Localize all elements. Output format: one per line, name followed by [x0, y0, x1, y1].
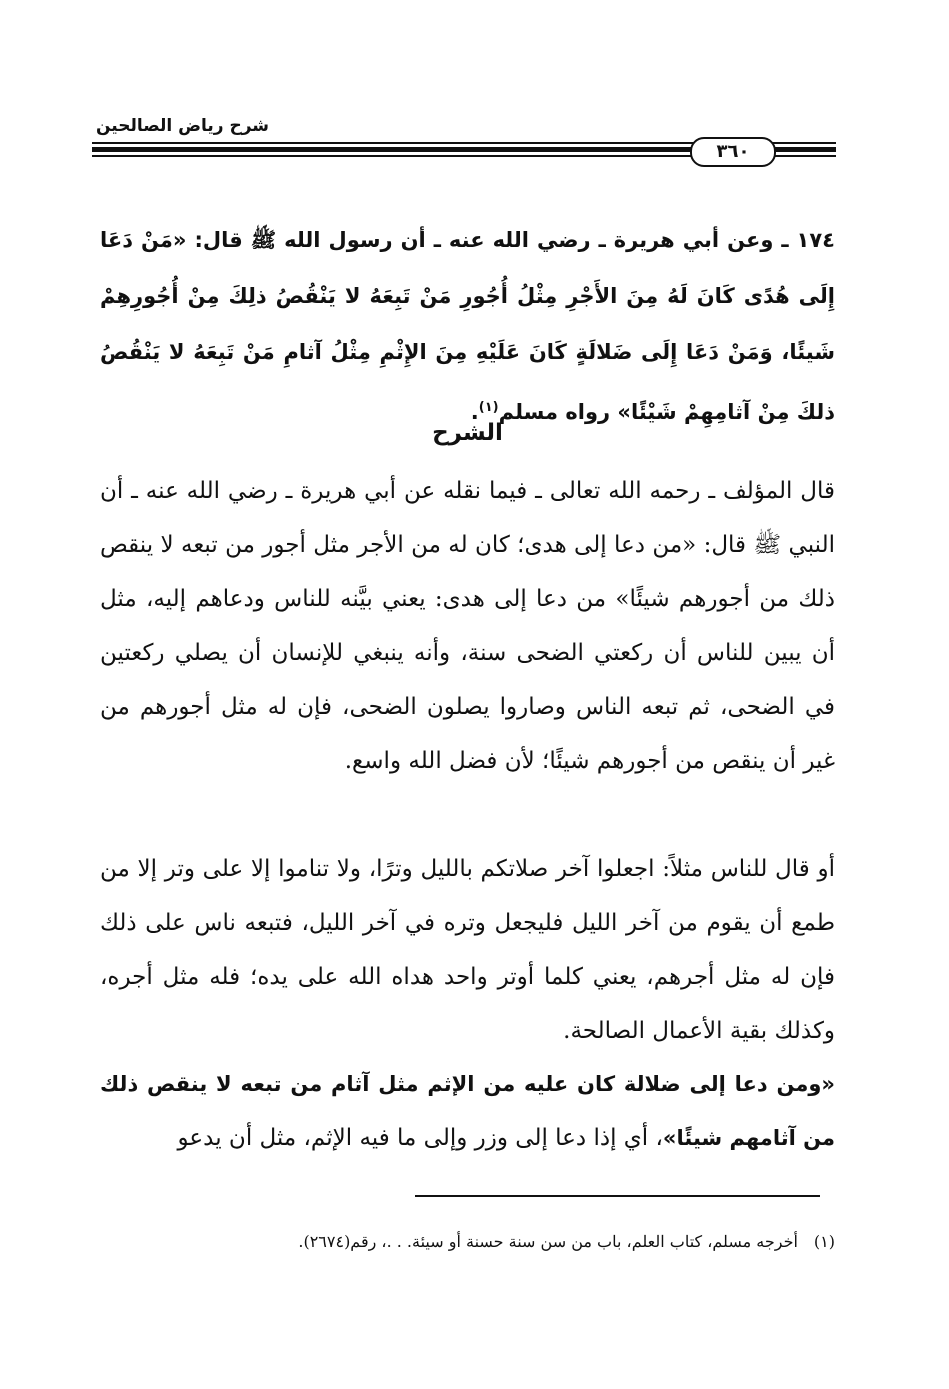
header-rule: [92, 138, 836, 168]
footnote-divider: [415, 1195, 820, 1197]
paragraph-3: [100, 1057, 835, 1165]
paragraph-3-rest: ، أي إذا دعا إلى وزر وإلى ما فيه الإثم، مثل أن يدعو: [177, 1125, 663, 1151]
section-heading: الشرح: [432, 420, 503, 446]
footnote-ref: (١): [478, 400, 499, 415]
paragraph-1: قال المؤلف ـ رحمه الله تعالى ـ فيما نقله عن أبي هريرة ـ رضي الله عنه ـ أن النبي ﷺ قال: «من دعا إلى هدى؛ كان له من الأجر مثل أجور من تبعه لا ينقص ذلك من أجورهم شيئًا» من دعا إلى هدى: يعني بيَّنه للناس ودعاهم إليه، مثل أن يبين للناس أن ركعتي الضحى سنة، وأنه ينبغي للإنسان أن يصلي ركعتين في الضحى، ثم تبعه الناس وصاروا يصلون الضحى، فإن له مثل أجورهم من غير أن ينقص من أجورهم شيئًا؛ لأن فضل الله واسع.: [100, 478, 835, 774]
running-title: شرح رياض الصالحين: [96, 116, 270, 136]
paragraph-2: أو قال للناس مثلاً: اجعلوا آخر صلاتكم بالليل وترًا، ولا تناموا إلا على وتر إلا من طمع أن يقوم من آخر الليل فليجعل وتره في آخر الليل، فتبعه ناس على ذلك فإن له مثل أجرهم، يعني كلما أوتر واحد هداه الله على يده؛ فله مثل أجره، وكذلك بقية الأعمال الصالحة.: [100, 856, 835, 1044]
footnote-text: أخرجه مسلم، كتاب العلم، باب من سن سنة حسنة أو سيئة. . .، رقم(٢٦٧٤).: [298, 1232, 798, 1251]
hadith-text: [100, 212, 835, 440]
page-number: ٣٦٠: [690, 137, 776, 167]
quoted-hadith: «ومن دعا إلى ضلالة كان عليه من الإثم مثل آثام من تبعه لا ينقص ذلك من آثامهم شيئًا»: [100, 1072, 835, 1150]
footnote-number: (١): [813, 1232, 835, 1251]
footnote: [100, 1232, 835, 1251]
hadith-end: .: [470, 400, 479, 424]
hadith-body: ١٧٤ ـ وعن أبي هريرة ـ رضي الله عنه ـ أن رسول الله ﷺ قال: «مَنْ دَعَا إِلَى هُدًى كَانَ لَهُ مِنَ الأَجْرِ مِثْلُ أُجُورِ مَنْ تَبِعَهُ لا يَنْقُصُ ذلِكَ مِنْ أُجُورِهِمْ شَيئًا، وَمَنْ دَعَا إِلَى ضَلالَةٍ كَانَ عَلَيْهِ مِنَ الإِثْمِ مِثْلُ آثامِ مَنْ تَبِعَهُ لا يَنْقُصُ ذلكَ مِنْ آثامِهِمْ شَيْئًا» رواه مسلم: [100, 228, 835, 424]
